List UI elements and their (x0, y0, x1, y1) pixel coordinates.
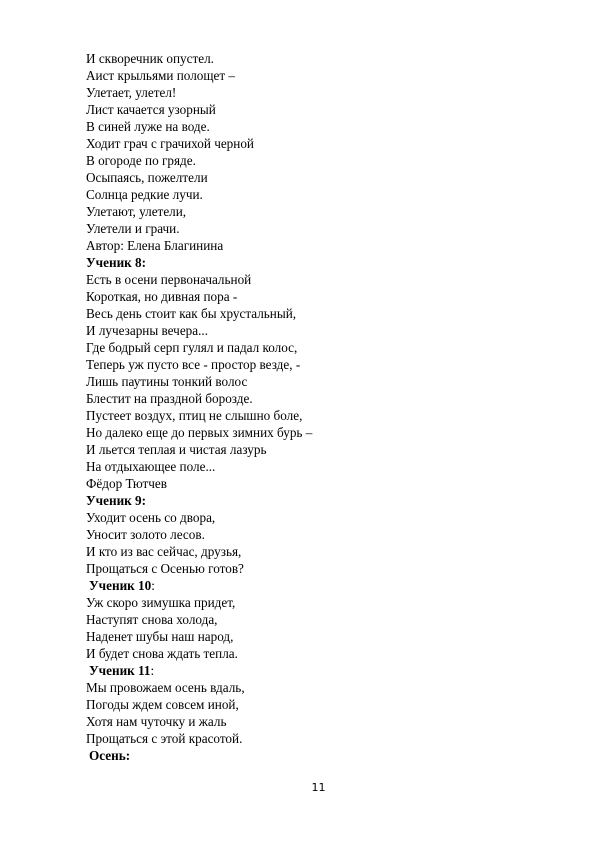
poem-line: Аист крыльями полощет – (86, 68, 236, 83)
student-8-section (86, 254, 386, 492)
poem-line: Уж скоро зимушка придет, (86, 595, 236, 610)
poem-line: И будет снова ждать тепла. (86, 646, 238, 661)
poem-line: Где бодрый серп гулял и падал колос, (86, 340, 298, 355)
poem-line: Короткая, но дивная пора - (86, 289, 238, 304)
poem-line: Блестит на праздной борозде. (86, 391, 253, 406)
poem-line: Есть в осени первоначальной (86, 272, 252, 287)
poem-line: Но далеко еще до первых зимних бурь – (86, 425, 313, 440)
poem-line: В огороде по гряде. (86, 153, 196, 168)
poem-line: Улетают, улетели, (86, 204, 187, 219)
poem-line: Осыпаясь, пожелтели (86, 170, 208, 185)
speaker-colon: : (151, 578, 155, 593)
poem-line: Улетает, улетел! (86, 85, 177, 100)
poem-line: Мы провожаем осень вдаль, (86, 680, 245, 695)
poem-line: Лишь паутины тонкий волос (86, 374, 248, 389)
poem-line: И скворечник опустел. (86, 51, 214, 66)
poem-line: Уносит золото лесов. (86, 527, 205, 542)
speaker-heading: Ученик 8: (86, 255, 147, 270)
poem-line: И лучезарны вечера... (86, 323, 209, 338)
poem-line: На отдыхающее поле... (86, 459, 216, 474)
poem-line: Улетели и грачи. (86, 221, 180, 236)
poem-line: Наденет шубы наш народ, (86, 629, 234, 644)
speaker-name: Ученик 10 (89, 578, 152, 593)
page-number: 11 (311, 781, 326, 794)
student-11-section (86, 662, 386, 747)
autumn-section (86, 747, 386, 764)
poem-line: Погоды ждем совсем иной, (86, 697, 239, 712)
student-9-section (86, 492, 386, 577)
speaker-heading (86, 662, 386, 679)
poem-line: Наступят снова холода, (86, 612, 218, 627)
poem-line: И кто из вас сейчас, друзья, (86, 544, 242, 559)
poem-line: Прощаться с Осенью готов? (86, 561, 244, 576)
poem-text (86, 50, 386, 764)
speaker-name: Ученик 11 (89, 663, 151, 678)
speaker-heading (86, 577, 386, 594)
poem-line: Весь день стоит как бы хрустальный, (86, 306, 297, 321)
poem-line: Уходит осень со двора, (86, 510, 216, 525)
poem-author: Фёдор Тютчев (86, 476, 168, 491)
poem-line: Теперь уж пусто все - простор везде, - (86, 357, 301, 372)
poem-blagina (86, 50, 386, 254)
poem-line: Лист качается узорный (86, 102, 216, 117)
poem-line: Прощаться с этой красотой. (86, 731, 243, 746)
poem-line: Пустеет воздух, птиц не слышно боле, (86, 408, 303, 423)
speaker-heading: Осень: (89, 748, 131, 763)
poem-line: Солнца редкие лучи. (86, 187, 203, 202)
poem-line: И льется теплая и чистая лазурь (86, 442, 267, 457)
poem-author: Автор: Елена Благинина (86, 238, 224, 253)
student-10-section (86, 577, 386, 662)
poem-line: Ходит грач с грачихой черной (86, 136, 254, 151)
poem-line: Хотя нам чуточку и жаль (86, 714, 227, 729)
poem-line: В синей луже на воде. (86, 119, 210, 134)
speaker-heading: Ученик 9: (86, 493, 147, 508)
speaker-colon: : (150, 663, 155, 678)
